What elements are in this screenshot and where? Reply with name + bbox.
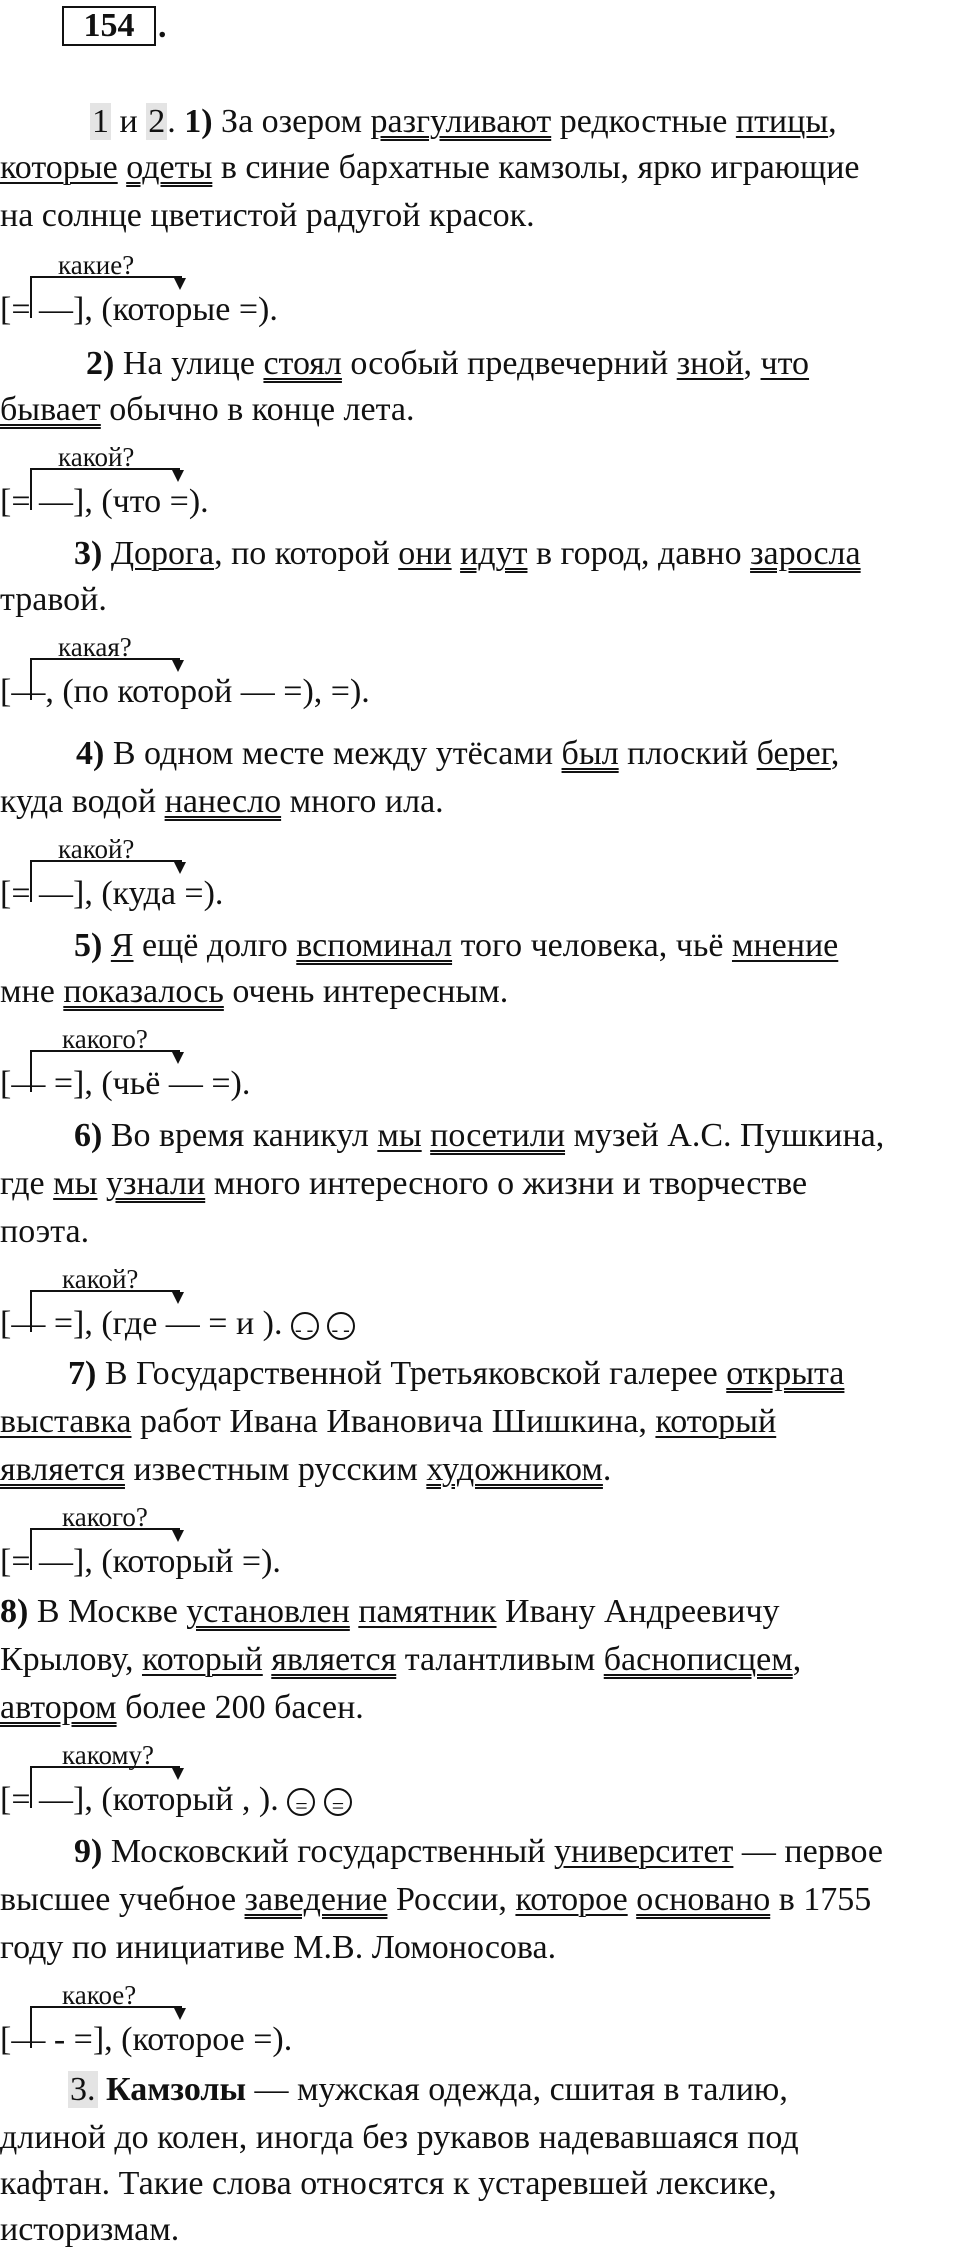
exercise-number-dot: . bbox=[158, 8, 167, 45]
predicate-circle-icon bbox=[324, 1788, 352, 1816]
text-line: 6) Во время каникул мы посетили музей А.С. Пушкина, bbox=[74, 1117, 885, 1154]
scheme-text: [— - =], (которое =). bbox=[0, 2021, 293, 2058]
text-line: кафтан. Такие слова относятся к устаревшей лексике, bbox=[0, 2165, 777, 2202]
scheme-text-part: [= —], (который , ). bbox=[0, 1781, 279, 1818]
text-line: длиной до колен, иногда без рукавов надевавшаяся под bbox=[0, 2119, 799, 2156]
arrow-down-icon bbox=[172, 1768, 184, 1780]
scheme-text: [—, (по которой — =), =). bbox=[0, 673, 370, 710]
scheme-7 bbox=[0, 1502, 960, 1597]
arrow-down-icon bbox=[174, 278, 186, 290]
scheme-text: [= —], (который =). bbox=[0, 1543, 281, 1580]
scheme-question: какого? bbox=[62, 1024, 148, 1054]
arrow-down-icon bbox=[172, 1292, 184, 1304]
text-line: которые одеты в синие бархатные камзолы, ярко играющие bbox=[0, 149, 860, 186]
scheme-question: какие? bbox=[58, 250, 135, 280]
text-line: является известным русским художником. bbox=[0, 1451, 612, 1488]
scheme-text: [= —], (куда =). bbox=[0, 875, 224, 912]
scheme-question: какой? bbox=[62, 1264, 139, 1294]
text-line: куда водой нанесло много ила. bbox=[0, 783, 444, 820]
text-line: 5) Я ещё долго вспоминал того человека, чьё мнение bbox=[74, 927, 839, 964]
text-line: поэта. bbox=[0, 1213, 90, 1250]
scheme-6 bbox=[0, 1264, 960, 1359]
scheme-5 bbox=[0, 1024, 960, 1119]
scheme-3 bbox=[0, 632, 960, 727]
text-line: травой. bbox=[0, 581, 107, 618]
arrow-down-icon bbox=[172, 660, 184, 672]
scheme-text bbox=[0, 1304, 355, 1344]
scheme-8 bbox=[0, 1740, 960, 1835]
text-line: где мы узнали много интересного о жизни и творчестве bbox=[0, 1165, 808, 1202]
scheme-question: какого? bbox=[62, 1502, 148, 1532]
text-line: 3) Дорога, по которой они идут в город, давно заросла bbox=[74, 535, 861, 572]
arrow-down-icon bbox=[174, 2008, 186, 2020]
text-line: году по инициативе М.В. Ломоносова. bbox=[0, 1929, 557, 1966]
scheme-text: [= —], (что =). bbox=[0, 483, 209, 520]
text-line: выставка работ Ивана Ивановича Шишкина, который bbox=[0, 1403, 777, 1440]
arrow-down-icon bbox=[172, 470, 184, 482]
text-line: мне показалось очень интересным. bbox=[0, 973, 509, 1010]
text-line: на солнце цветистой радугой красок. bbox=[0, 197, 535, 234]
text-line: Крылову, который является талантливым баснописцем, bbox=[0, 1641, 802, 1678]
text-line: историзмам. bbox=[0, 2211, 180, 2248]
scheme-text: [= —], (которые =). bbox=[0, 291, 278, 328]
scheme-question: какое? bbox=[62, 1980, 137, 2010]
scheme-text bbox=[0, 1780, 352, 1820]
scheme-text: [— =], (чьё — =). bbox=[0, 1065, 251, 1102]
noun-circle-icon bbox=[327, 1312, 355, 1340]
scheme-question: какая? bbox=[58, 632, 132, 662]
text-line: 8) В Москве установлен памятник Ивану Андреевичу bbox=[0, 1593, 780, 1630]
scheme-question: какой? bbox=[58, 834, 135, 864]
exercise-number: 154 bbox=[62, 6, 156, 46]
arrow-down-icon bbox=[172, 1530, 184, 1542]
text-line: 9) Московский государственный университет — первое bbox=[74, 1833, 884, 1870]
text-line: 4) В одном месте между утёсами был плоский берег, bbox=[76, 735, 840, 772]
text-line: высшее учебное заведение России, которое основано в 1755 bbox=[0, 1881, 872, 1918]
predicate-circle-icon bbox=[287, 1788, 315, 1816]
scheme-text-part: [— =], (где — = и ). bbox=[0, 1305, 283, 1342]
arrow-down-icon bbox=[172, 1052, 184, 1064]
text-line: 3. Камзолы — мужская одежда, сшитая в талию, bbox=[70, 2071, 788, 2108]
text-line: 2) На улице стоял особый предвечерний зной, что bbox=[86, 345, 810, 382]
noun-circle-icon bbox=[291, 1312, 319, 1340]
text-line: 7) В Государственной Третьяковской галерее открыта bbox=[68, 1355, 845, 1392]
scheme-1 bbox=[0, 250, 960, 345]
text-line: автором более 200 басен. bbox=[0, 1689, 364, 1726]
scheme-2 bbox=[0, 442, 960, 537]
text-line: бывает обычно в конце лета. bbox=[0, 391, 415, 428]
arrow-down-icon bbox=[174, 862, 186, 874]
text-line: 1 и 2. 1) За озером разгуливают редкостные птицы, bbox=[92, 103, 837, 140]
scheme-question: какому? bbox=[62, 1740, 154, 1770]
scheme-question: какой? bbox=[58, 442, 135, 472]
scheme-4 bbox=[0, 834, 960, 929]
scheme-9 bbox=[0, 1980, 960, 2075]
